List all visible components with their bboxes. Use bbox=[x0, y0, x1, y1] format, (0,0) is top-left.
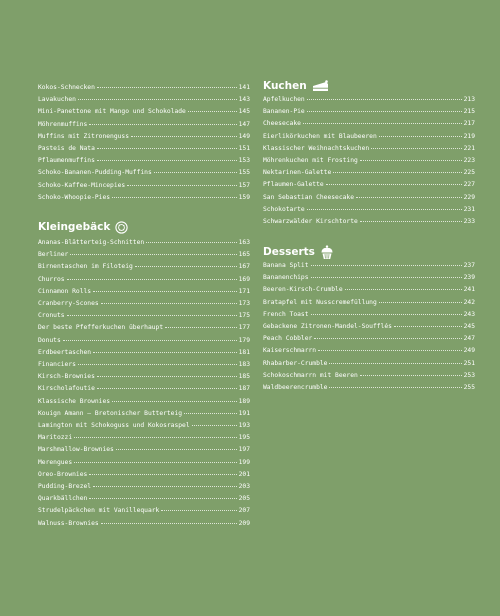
toc-entry bbox=[38, 359, 250, 370]
dot-leader bbox=[329, 357, 461, 364]
dot-leader bbox=[93, 480, 237, 487]
dot-leader bbox=[97, 370, 237, 377]
entry-title: Financiers bbox=[38, 361, 76, 368]
entry-title: Kouign Amann – Bretonischer Butterteig bbox=[38, 409, 183, 417]
toc-entry bbox=[38, 469, 250, 480]
toc-entry bbox=[263, 131, 475, 142]
toc-entry bbox=[38, 335, 250, 346]
entry-title: Muffins mit Zitronenguss bbox=[38, 132, 129, 140]
entry-title: Pflaumenmuffins bbox=[38, 157, 95, 165]
toc-entry bbox=[38, 106, 250, 117]
page-number: 225 bbox=[463, 169, 475, 177]
page-number: 241 bbox=[463, 286, 475, 294]
dot-leader bbox=[74, 456, 237, 463]
dot-leader bbox=[63, 334, 237, 341]
dot-leader bbox=[146, 236, 236, 243]
entry-title: Kokos-Schnecken bbox=[38, 84, 95, 91]
toc-entry bbox=[263, 358, 475, 369]
toc-entry bbox=[38, 249, 250, 260]
toc-entry bbox=[38, 457, 250, 468]
toc-entry bbox=[263, 321, 475, 332]
page-number: 203 bbox=[238, 483, 250, 490]
page-number: 199 bbox=[238, 458, 250, 466]
entry-title: Cranberry-Scones bbox=[38, 300, 99, 307]
entry-title: Schwarzwälder Kirschtorte bbox=[263, 218, 358, 225]
page-number: 171 bbox=[238, 287, 250, 295]
dot-leader bbox=[360, 154, 462, 161]
dot-leader bbox=[161, 504, 236, 511]
toc-entry bbox=[38, 432, 250, 443]
dot-leader bbox=[379, 130, 462, 137]
dot-leader bbox=[379, 296, 462, 303]
page-number: 169 bbox=[238, 275, 250, 283]
toc-entry bbox=[38, 94, 250, 105]
entry-title: Schokoschmarrn mit Beeren bbox=[263, 371, 358, 379]
entry-title: Merengues bbox=[38, 458, 73, 466]
toc-entry bbox=[38, 420, 250, 431]
section-heading-kleingebaeck bbox=[38, 219, 128, 235]
entry-title: Banana Split bbox=[263, 262, 309, 269]
toc-entry bbox=[38, 143, 250, 154]
dot-leader bbox=[97, 382, 237, 389]
dot-leader bbox=[112, 191, 237, 198]
toc-entry bbox=[263, 382, 475, 393]
toc-entry bbox=[38, 261, 250, 272]
page-number: 243 bbox=[463, 310, 475, 318]
entry-title: Klassischer Weihnachtskuchen bbox=[263, 144, 370, 152]
dot-leader bbox=[89, 468, 236, 475]
toc-entry bbox=[38, 131, 250, 142]
dot-leader bbox=[311, 271, 462, 278]
section-heading-desserts bbox=[263, 244, 334, 260]
page-number: 167 bbox=[238, 263, 250, 271]
entry-title: Pudding-Brezel bbox=[38, 483, 92, 490]
toc-entry bbox=[38, 192, 250, 203]
dot-leader bbox=[307, 93, 462, 100]
page-number: 159 bbox=[238, 193, 250, 201]
cake-slice-icon bbox=[312, 80, 330, 93]
toc-entry bbox=[263, 118, 475, 129]
toc-entry bbox=[263, 155, 475, 166]
toc-entry bbox=[263, 179, 475, 190]
toc-entry bbox=[38, 518, 250, 529]
entry-title: Waldbeerencrumble bbox=[263, 384, 328, 391]
page-number: 151 bbox=[238, 145, 250, 152]
page-number: 185 bbox=[238, 373, 250, 381]
entry-title: Schokotarte bbox=[263, 205, 305, 213]
entry-title: Bratapfel mit Nusscremefüllung bbox=[263, 298, 377, 306]
entry-title: Erdbeertaschen bbox=[38, 348, 92, 356]
dot-leader bbox=[101, 297, 237, 304]
page-number: 207 bbox=[238, 507, 250, 515]
entry-title: Beeren-Kirsch-Crumble bbox=[263, 286, 343, 294]
toc-entry bbox=[38, 505, 250, 516]
page-number: 215 bbox=[463, 108, 475, 116]
dot-leader bbox=[326, 178, 462, 185]
entry-title: Cinnamon Rolls bbox=[38, 287, 92, 295]
dot-leader bbox=[307, 203, 462, 210]
page-number: 145 bbox=[238, 108, 250, 116]
entry-title: Oreo-Brownies bbox=[38, 470, 88, 478]
entry-title: Mini-Panettone mit Mango und Schokolade bbox=[38, 108, 186, 116]
entry-title: Donuts bbox=[38, 336, 61, 344]
entry-title: Birnentaschen im Filoteig bbox=[38, 263, 133, 271]
page-number: 153 bbox=[238, 157, 250, 165]
entry-title: Kaiserschmarrn bbox=[263, 347, 317, 355]
dot-leader bbox=[360, 369, 462, 376]
dot-leader bbox=[154, 166, 237, 173]
page-number: 173 bbox=[238, 300, 250, 307]
section-title: Kleingebäck bbox=[38, 221, 111, 233]
toc-entry bbox=[38, 396, 250, 407]
toc-entry bbox=[38, 383, 250, 394]
toc-entry bbox=[38, 180, 250, 191]
page-number: 155 bbox=[238, 169, 250, 177]
entry-title: Peach Cobbler bbox=[263, 335, 313, 343]
dot-leader bbox=[314, 332, 461, 339]
page-number: 227 bbox=[463, 181, 475, 189]
entry-title: Quarkbällchen bbox=[38, 495, 88, 503]
entry-title: Rhabarber-Crumble bbox=[263, 359, 328, 367]
entry-title: Maritozzi bbox=[38, 434, 73, 442]
entry-title: Walnuss-Brownies bbox=[38, 519, 99, 527]
toc-entry bbox=[38, 274, 250, 285]
section-title: Kuchen bbox=[263, 80, 307, 92]
dot-leader bbox=[93, 346, 237, 353]
dot-leader bbox=[70, 248, 236, 255]
entry-title: Der beste Pfefferkuchen überhaupt bbox=[38, 324, 164, 332]
page-number: 187 bbox=[238, 385, 250, 393]
page-number: 179 bbox=[238, 336, 250, 344]
entry-title: San Sebastian Cheesecake bbox=[263, 193, 354, 201]
entry-title: Berliner bbox=[38, 251, 69, 259]
entry-title: Lamington mit Schokoguss und Kokosraspel bbox=[38, 422, 190, 429]
page-number: 219 bbox=[463, 132, 475, 140]
entry-title: Klassische Brownies bbox=[38, 397, 111, 405]
entry-title: Nektarinen-Galette bbox=[263, 169, 332, 177]
toc-entry bbox=[38, 371, 250, 382]
dot-leader bbox=[318, 344, 462, 351]
dot-leader bbox=[116, 443, 237, 450]
page-number: 193 bbox=[238, 422, 250, 429]
dot-leader bbox=[329, 381, 461, 388]
dot-leader bbox=[356, 191, 462, 198]
toc-entry bbox=[38, 481, 250, 492]
toc-entry bbox=[263, 260, 475, 271]
page-number: 221 bbox=[463, 144, 475, 152]
page-number: 242 bbox=[463, 298, 475, 306]
toc-entry bbox=[263, 272, 475, 283]
toc-entry bbox=[263, 204, 475, 215]
page-number: 165 bbox=[238, 251, 250, 259]
dot-leader bbox=[333, 166, 461, 173]
page-number: 157 bbox=[238, 181, 250, 189]
entry-title: Möhrenkuchen mit Frosting bbox=[263, 157, 358, 164]
page-number: 255 bbox=[463, 384, 475, 391]
entry-title: Kirsch-Brownies bbox=[38, 373, 95, 381]
dot-leader bbox=[311, 308, 462, 315]
dot-leader bbox=[67, 309, 237, 316]
dot-leader bbox=[67, 273, 237, 280]
toc-entry bbox=[38, 310, 250, 321]
page-number: 247 bbox=[463, 335, 475, 343]
cupcake-icon bbox=[320, 245, 334, 260]
entry-title: Pasteis de Nata bbox=[38, 145, 95, 152]
page-number: 201 bbox=[238, 470, 250, 478]
entry-title: Möhrenmuffins bbox=[38, 120, 88, 128]
dot-leader bbox=[307, 105, 462, 112]
entry-title: Strudelpäckchen mit Vanillequark bbox=[38, 507, 160, 515]
dot-leader bbox=[135, 260, 237, 267]
entry-title: Bananenchips bbox=[263, 274, 309, 282]
dot-leader bbox=[188, 105, 237, 112]
dot-leader bbox=[345, 283, 462, 290]
dot-leader bbox=[131, 130, 237, 137]
toc-entry bbox=[38, 237, 250, 248]
dot-leader bbox=[311, 259, 462, 266]
page-number: 217 bbox=[463, 120, 475, 128]
entry-title: Kirscholafoutie bbox=[38, 385, 95, 393]
entry-title: Marshmallow-Brownies bbox=[38, 446, 114, 454]
page-number: 237 bbox=[463, 262, 475, 269]
page-number: 149 bbox=[238, 132, 250, 140]
toc-entry bbox=[263, 216, 475, 227]
dot-leader bbox=[360, 215, 462, 222]
toc-entry bbox=[38, 347, 250, 358]
page-number: 253 bbox=[463, 371, 475, 379]
toc-entry bbox=[263, 106, 475, 117]
entry-title: Eierlikörkuchen mit Blaubeeren bbox=[263, 132, 377, 140]
entry-title: Cronuts bbox=[38, 312, 65, 320]
toc-entry bbox=[263, 94, 475, 105]
toc-entry bbox=[263, 333, 475, 344]
entry-title: Ananas-Blätterteig-Schnitten bbox=[38, 239, 145, 246]
dot-leader bbox=[89, 492, 236, 499]
toc-entry bbox=[263, 370, 475, 381]
page-number: 231 bbox=[463, 205, 475, 213]
entry-title: Cheesecake bbox=[263, 120, 301, 128]
dot-leader bbox=[78, 93, 237, 100]
toc-entry bbox=[263, 143, 475, 154]
page-number: 233 bbox=[463, 218, 475, 225]
page-number: 163 bbox=[238, 239, 250, 246]
page-number: 251 bbox=[463, 359, 475, 367]
dot-leader bbox=[165, 321, 237, 328]
toc-entry bbox=[38, 408, 250, 419]
dot-leader bbox=[89, 118, 236, 125]
page-number: 177 bbox=[238, 324, 250, 332]
page-number: 143 bbox=[238, 96, 250, 104]
dot-leader bbox=[303, 117, 462, 124]
toc-entry bbox=[263, 297, 475, 308]
page-number: 175 bbox=[238, 312, 250, 320]
page-number: 229 bbox=[463, 193, 475, 201]
page-number: 147 bbox=[238, 120, 250, 128]
entry-title: Bananen-Pie bbox=[263, 108, 305, 116]
toc-entry bbox=[263, 167, 475, 178]
toc-entry bbox=[38, 322, 250, 333]
toc-entry bbox=[38, 119, 250, 130]
entry-title: Churros bbox=[38, 275, 65, 283]
toc-entry bbox=[38, 286, 250, 297]
entry-title: Schoko-Whoopie-Pies bbox=[38, 193, 111, 201]
section-heading-kuchen bbox=[263, 78, 330, 94]
page-number: 209 bbox=[238, 519, 250, 527]
dot-leader bbox=[74, 431, 237, 438]
entry-title: Pflaumen-Galette bbox=[263, 181, 324, 189]
dot-leader bbox=[97, 154, 237, 161]
page-number: 239 bbox=[463, 274, 475, 282]
dot-leader bbox=[184, 407, 237, 414]
page-number: 245 bbox=[463, 323, 475, 330]
dot-leader bbox=[93, 285, 237, 292]
toc-entry bbox=[263, 284, 475, 295]
dot-leader bbox=[192, 419, 237, 426]
toc-entry bbox=[263, 192, 475, 203]
toc-entry bbox=[263, 345, 475, 356]
page-number: 191 bbox=[238, 409, 250, 417]
toc-entry bbox=[38, 493, 250, 504]
dot-leader bbox=[127, 179, 236, 186]
dot-leader bbox=[394, 320, 462, 327]
entry-title: Schoko-Kaffee-Mincepies bbox=[38, 181, 126, 189]
toc-entry bbox=[263, 309, 475, 320]
toc-entry bbox=[38, 82, 250, 93]
page-number: 213 bbox=[463, 96, 475, 103]
entry-title: Schoko-Bananen-Pudding-Muffins bbox=[38, 169, 152, 177]
cookie-icon bbox=[115, 221, 128, 234]
page-number: 197 bbox=[238, 446, 250, 454]
page-number: 205 bbox=[238, 495, 250, 503]
page-number: 181 bbox=[238, 348, 250, 356]
dot-leader bbox=[78, 358, 237, 365]
dot-leader bbox=[101, 517, 237, 524]
toc-entry bbox=[38, 155, 250, 166]
page-number: 189 bbox=[238, 397, 250, 405]
section-title: Desserts bbox=[263, 246, 315, 258]
page-number: 141 bbox=[238, 84, 250, 91]
entry-title: Gebackene Zitronen-Mandel-Soufflés bbox=[263, 323, 392, 330]
entry-title: Lavakuchen bbox=[38, 96, 76, 104]
page-number: 249 bbox=[463, 347, 475, 355]
toc-entry bbox=[38, 444, 250, 455]
dot-leader bbox=[371, 142, 461, 149]
page-number: 195 bbox=[238, 434, 250, 442]
toc-entry bbox=[38, 298, 250, 309]
dot-leader bbox=[97, 81, 237, 88]
dot-leader bbox=[112, 395, 237, 402]
page-number: 223 bbox=[463, 157, 475, 164]
page-number: 183 bbox=[238, 361, 250, 368]
entry-title: French Toast bbox=[263, 310, 309, 318]
dot-leader bbox=[97, 142, 237, 149]
toc-entry bbox=[38, 167, 250, 178]
entry-title: Apfelkuchen bbox=[263, 96, 305, 103]
